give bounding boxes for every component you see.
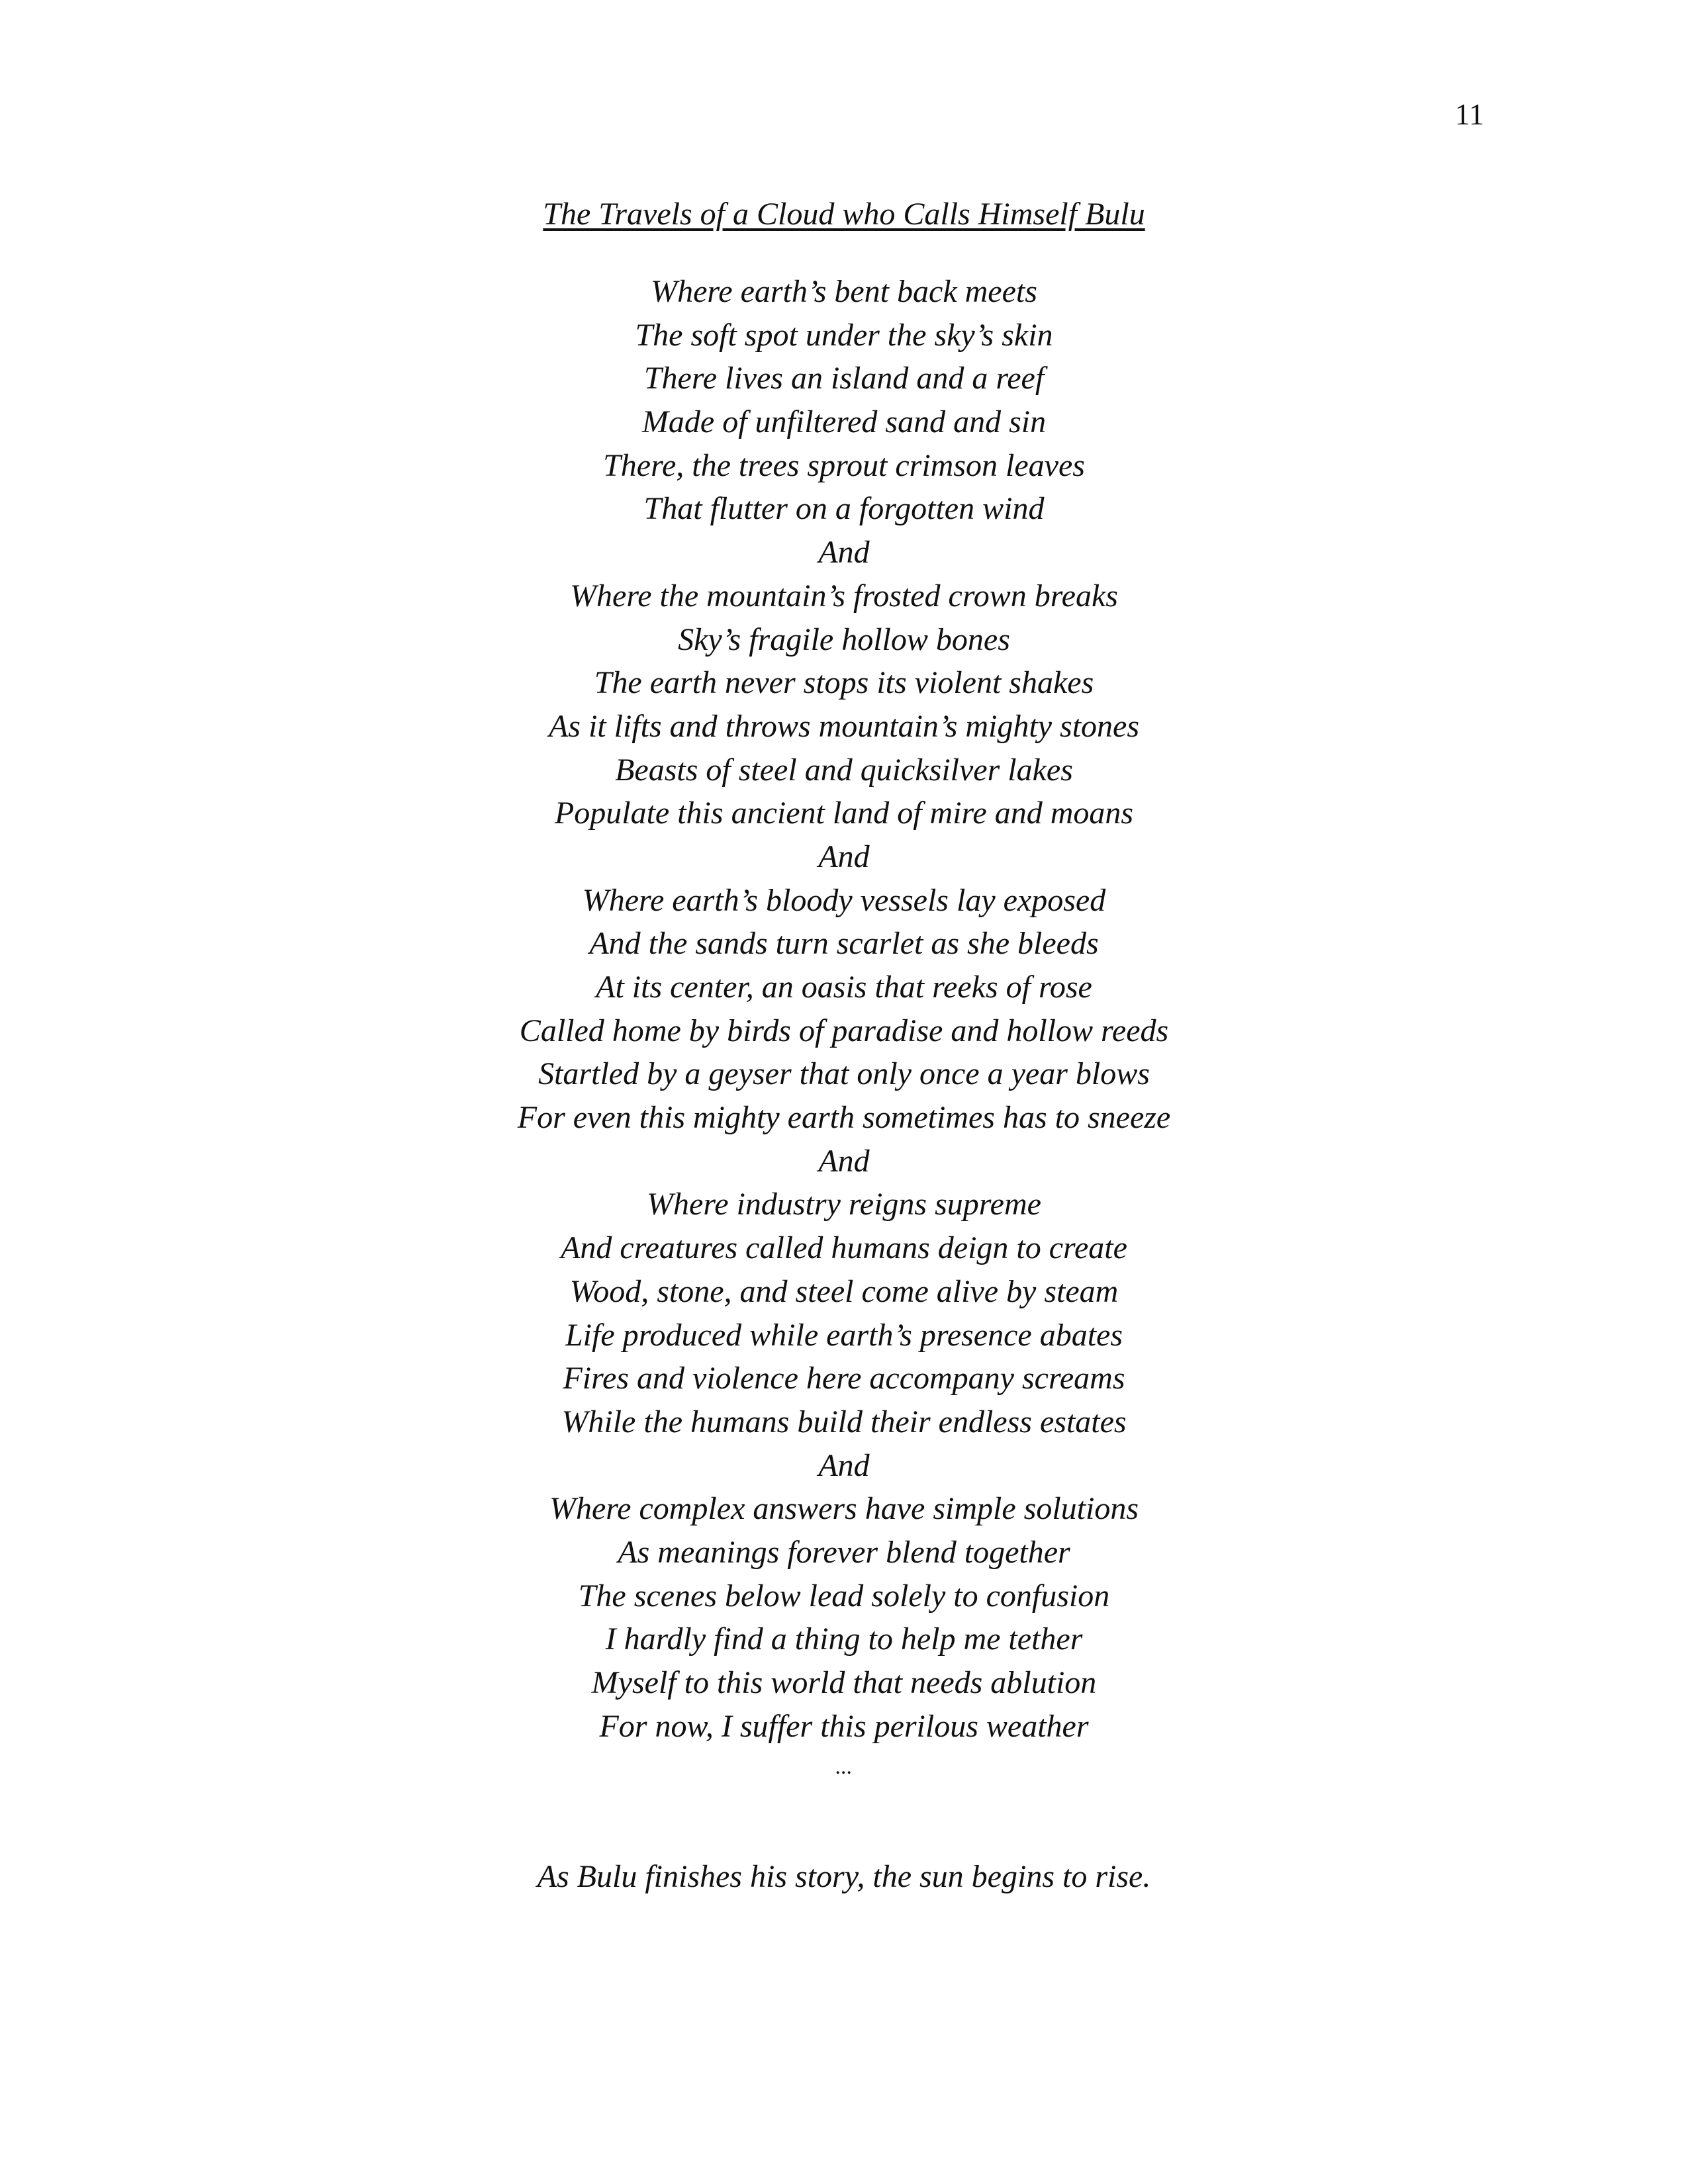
poem-line: At its center, an oasis that reeks of rose (596, 970, 1092, 1005)
poem-line: For even this mighty earth sometimes has to sneeze (517, 1100, 1171, 1136)
poem-line: Fires and violence here accompany screams (563, 1361, 1125, 1396)
poem-line: Called home by birds of paradise and hollow reeds (519, 1013, 1169, 1048)
poem-line: And the sands turn scarlet as she bleeds (589, 926, 1099, 962)
poem-line: That flutter on a forgotten wind (643, 491, 1045, 527)
poem-line: As it lifts and throws mountain’s mighty stones (548, 708, 1140, 744)
poem-line: Where the mountain’s frosted crown breaks (570, 578, 1118, 614)
poem-line: Where industry reigns supreme (647, 1187, 1041, 1222)
poem-line: And (818, 839, 870, 874)
poem-line: Sky’s fragile hollow bones (678, 621, 1010, 657)
poem-line: Wood, stone, and steel come alive by steam (569, 1273, 1119, 1309)
poem-line: Populate this ancient land of mire and moans (554, 796, 1134, 831)
poem-line: Life produced while earth’s presence abates (565, 1317, 1123, 1353)
poem-line: Startled by a geyser that only once a year blows (538, 1056, 1150, 1092)
page-number: 11 (1454, 97, 1485, 131)
poem-line: And (818, 535, 870, 570)
poem-line: And (818, 1447, 870, 1483)
poem-line: Where complex answers have simple solutions (549, 1491, 1139, 1527)
poem-line: As meanings forever blend together (618, 1534, 1070, 1570)
poem-line: The scenes below lead solely to confusion (578, 1578, 1110, 1614)
poem-line: Where earth’s bloody vessels lay exposed (582, 882, 1106, 918)
poem-line: While the humans build their endless estates (561, 1404, 1127, 1439)
closing-line: As Bulu finishes his story, the sun begins to rise. (537, 1859, 1151, 1894)
poem-line: Made of unfiltered sand and sin (641, 404, 1047, 440)
poem-line: The earth never stops its violent shakes (594, 665, 1094, 701)
poem-line: I hardly find a thing to help me tether (605, 1621, 1083, 1657)
poem-body (0, 273, 1688, 1794)
poem-line: Where earth’s bent back meets (651, 274, 1037, 309)
poem-line: Beasts of steel and quicksilver lakes (615, 752, 1073, 788)
poem-line: There lives an island and a reef (643, 361, 1045, 396)
poem-line: There, the trees sprout crimson leaves (603, 447, 1085, 483)
poem-line: For now, I suffer this perilous weather (599, 1708, 1089, 1744)
poem-line: Myself to this world that needs ablution (591, 1665, 1097, 1700)
poem-line: And (818, 1143, 870, 1179)
poem-line: And creatures called humans deign to create (561, 1230, 1127, 1266)
poem-ellipsis: ... (835, 1754, 853, 1780)
poem-title: The Travels of a Cloud who Calls Himself Bulu (543, 197, 1145, 232)
poem-line: The soft spot under the sky’s skin (635, 317, 1053, 353)
